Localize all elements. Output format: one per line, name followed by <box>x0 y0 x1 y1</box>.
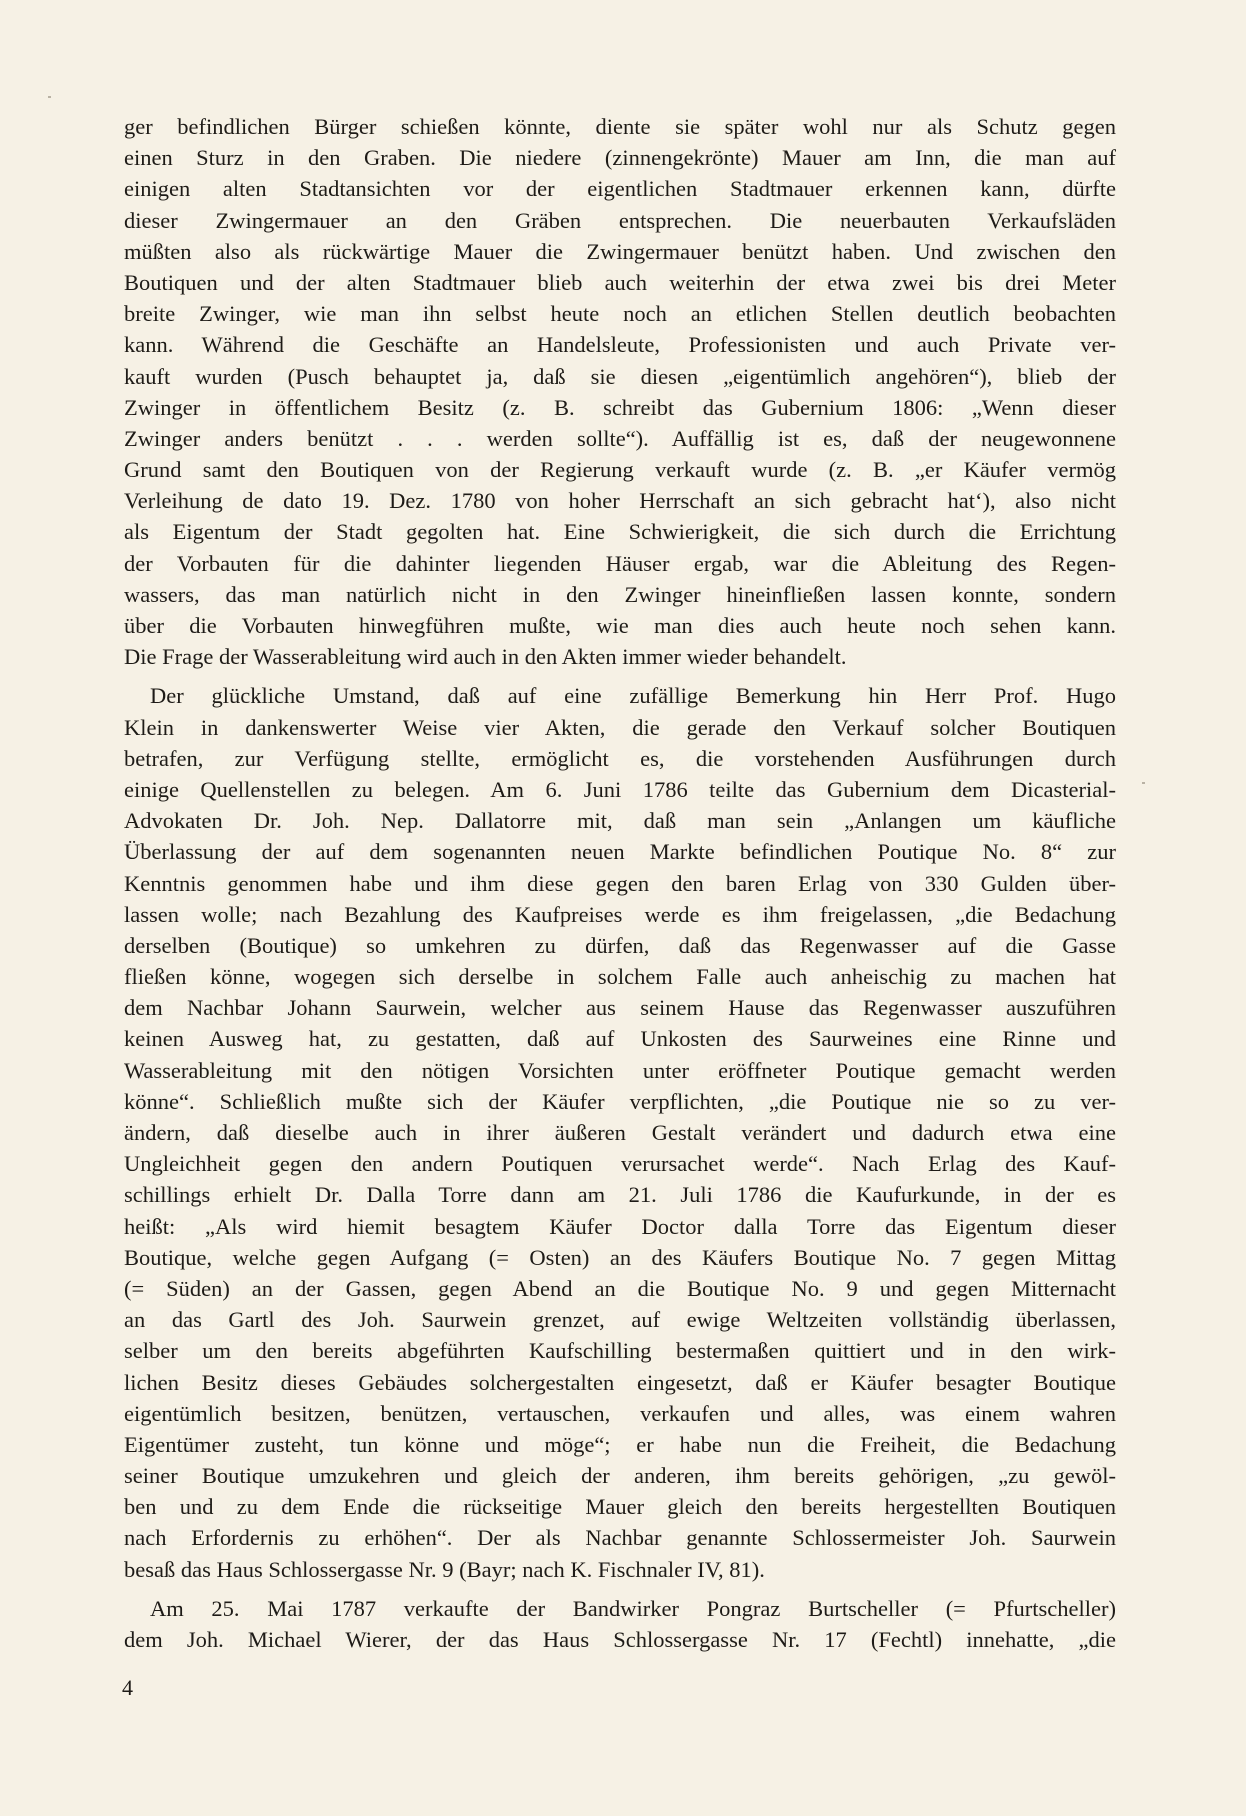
text-line: der Vorbauten für die dahinter liegenden Häuser ergab, war die Ableitung des Regen- <box>124 550 1116 576</box>
text-line: lassen wolle; nach Bezahlung des Kaufpreises werde es ihm freigelassen, „die Bedachung <box>124 901 1116 927</box>
text-line: fließen könne, wogegen sich derselbe in solchem Falle auch anheischig zu machen hat <box>124 964 1116 990</box>
text-line: eigentümlich besitzen, benützen, vertauschen, verkaufen und alles, was einem wahren <box>124 1400 1116 1426</box>
text-line: Grund samt den Boutiquen von der Regierung verkauft wurde (z. B. „er Käufer vermög <box>124 457 1116 483</box>
paragraph <box>124 680 1116 1584</box>
paragraph <box>124 111 1116 672</box>
body-text <box>124 111 1116 1655</box>
paragraph <box>124 1593 1116 1655</box>
text-line: selber um den bereits abgeführten Kaufschilling bestermaßen quittiert und in den wirk- <box>124 1338 1116 1364</box>
text-line: Klein in dankenswerter Weise vier Akten, die gerade den Verkauf solcher Boutiquen <box>124 714 1116 740</box>
text-line: Die Frage der Wasserableitung wird auch in den Akten immer wieder behandelt. <box>124 644 847 670</box>
text-line: Überlassung der auf dem sogenannten neuen Markte befindlichen Poutique No. 8“ zur <box>124 839 1116 865</box>
text-line: kauft wurden (Pusch behauptet ja, daß sie diesen „eigentümlich angehören“), blieb der <box>124 363 1116 389</box>
page-number: 4 <box>122 1675 133 1700</box>
text-line: als Eigentum der Stadt gegolten hat. Eine Schwierigkeit, die sich durch die Errichtung <box>124 519 1116 545</box>
text-line: Zwinger anders benützt . . . werden sollte“). Auffällig ist es, daß der neugewonnene <box>124 425 1116 451</box>
text-line: heißt: „Als wird hiemit besagtem Käufer Doctor dalla Torre das Eigentum dieser <box>124 1213 1116 1239</box>
text-line: dem Nachbar Johann Saurwein, welcher aus seinem Hause das Regenwasser auszuführen <box>124 995 1116 1021</box>
text-line: einige Quellenstellen zu belegen. Am 6. Juni 1786 teilte das Gubernium dem Dicasterial- <box>124 776 1116 802</box>
text-line: schillings erhielt Dr. Dalla Torre dann am 21. Juli 1786 die Kaufurkunde, in der es <box>124 1182 1116 1208</box>
text-line: keinen Ausweg hat, zu gestatten, daß auf Unkosten des Saurweines eine Rinne und <box>124 1026 1116 1052</box>
text-line: ben und zu dem Ende die rückseitige Mauer gleich den bereits hergestellten Boutiquen <box>124 1494 1116 1520</box>
text-line: lichen Besitz dieses Gebäudes solchergestalten eingesetzt, daß er Käufer besagter Boutique <box>124 1369 1116 1395</box>
text-line: ger befindlichen Bürger schießen könnte, diente sie später wohl nur als Schutz gegen <box>124 114 1116 139</box>
text-line: kann. Während die Geschäfte an Handelsleute, Professionisten und auch Private ver- <box>124 332 1116 358</box>
text-line: ändern, daß dieselbe auch in ihrer äußeren Gestalt verändert und dadurch etwa eine <box>124 1120 1116 1145</box>
paragraph-gap <box>124 672 1116 680</box>
text-line: über die Vorbauten hinwegführen mußte, wie man dies auch heute noch sehen kann. <box>124 613 1116 638</box>
text-line: breite Zwinger, wie man ihn selbst heute noch an etlichen Stellen deutlich beobachten <box>124 301 1116 327</box>
margin-speck <box>1142 782 1145 784</box>
text-line: einigen alten Stadtansichten vor der eigentlichen Stadtmauer erkennen kann, dürfte <box>124 176 1116 202</box>
paragraph-gap <box>124 1585 1116 1593</box>
text-line: (= Süden) an der Gassen, gegen Abend an die Boutique No. 9 und gegen Mitternacht <box>124 1275 1116 1301</box>
text-line: Am 25. Mai 1787 verkaufte der Bandwirker Pongraz Burtscheller (= Pfurtscheller) <box>150 1595 1116 1621</box>
text-line: könne“. Schließlich mußte sich der Käufer verpflichten, „die Poutique nie so zu ver- <box>124 1088 1116 1114</box>
text-line: dem Joh. Michael Wierer, der das Haus Schlossergasse Nr. 17 (Fechtl) innehatte, „die <box>124 1627 1116 1652</box>
text-line: einen Sturz in den Graben. Die niedere (zinnengekrönte) Mauer am Inn, die man auf <box>124 145 1116 171</box>
text-line: Boutique, welche gegen Aufgang (= Osten) an des Käufers Boutique No. 7 gegen Mittag <box>124 1244 1116 1270</box>
text-line: besaß das Haus Schlossergasse Nr. 9 (Bayr; nach K. Fischnaler IV, 81). <box>124 1556 765 1582</box>
text-line: Verleihung de dato 19. Dez. 1780 von hoher Herrschaft an sich gebracht hat‘), also nicht <box>124 488 1116 514</box>
text-line: Der glückliche Umstand, daß auf eine zufällige Bemerkung hin Herr Prof. Hugo <box>150 683 1116 709</box>
text-line: Wasserableitung mit den nötigen Vorsichten unter eröffneter Poutique gemacht werden <box>124 1057 1116 1083</box>
margin-speck <box>48 96 51 98</box>
text-line: derselben (Boutique) so umkehren zu dürfen, daß das Regenwasser auf die Gasse <box>124 932 1116 958</box>
text-line: dieser Zwingermauer an den Gräben entsprechen. Die neuerbauten Verkaufsläden <box>124 207 1116 233</box>
text-line: an das Gartl des Joh. Saurwein grenzet, auf ewige Weltzeiten vollständig überlassen, <box>124 1307 1116 1333</box>
text-line: Advokaten Dr. Joh. Nep. Dallatorre mit, daß man sein „Anlangen um käufliche <box>124 808 1116 834</box>
text-line: Ungleichheit gegen den andern Poutiquen verursachet werde“. Nach Erlag des Kauf- <box>124 1151 1116 1177</box>
text-line: wassers, das man natürlich nicht in den Zwinger hineinfließen lassen konnte, sondern <box>124 581 1116 607</box>
text-line: Boutiquen und der alten Stadtmauer blieb auch weiterhin der etwa zwei bis drei Meter <box>124 269 1116 295</box>
text-line: Kenntnis genommen habe und ihm diese gegen den baren Erlag von 330 Gulden über- <box>124 870 1116 896</box>
text-line: nach Erfordernis zu erhöhen“. Der als Nachbar genannte Schlossermeister Joh. Saurwein <box>124 1525 1116 1551</box>
text-line: Eigentümer zusteht, tun könne und möge“; er habe nun die Freiheit, die Bedachung <box>124 1431 1116 1457</box>
text-line: betrafen, zur Verfügung stellte, ermöglicht es, die vorstehenden Ausführungen durch <box>124 745 1116 771</box>
text-line: seiner Boutique umzukehren und gleich der anderen, ihm bereits gehörigen, „zu gewöl- <box>124 1463 1116 1489</box>
text-line: Zwinger in öffentlichem Besitz (z. B. schreibt das Gubernium 1806: „Wenn dieser <box>124 394 1116 420</box>
text-line: müßten also als rückwärtige Mauer die Zwingermauer benützt haben. Und zwischen den <box>124 238 1116 264</box>
